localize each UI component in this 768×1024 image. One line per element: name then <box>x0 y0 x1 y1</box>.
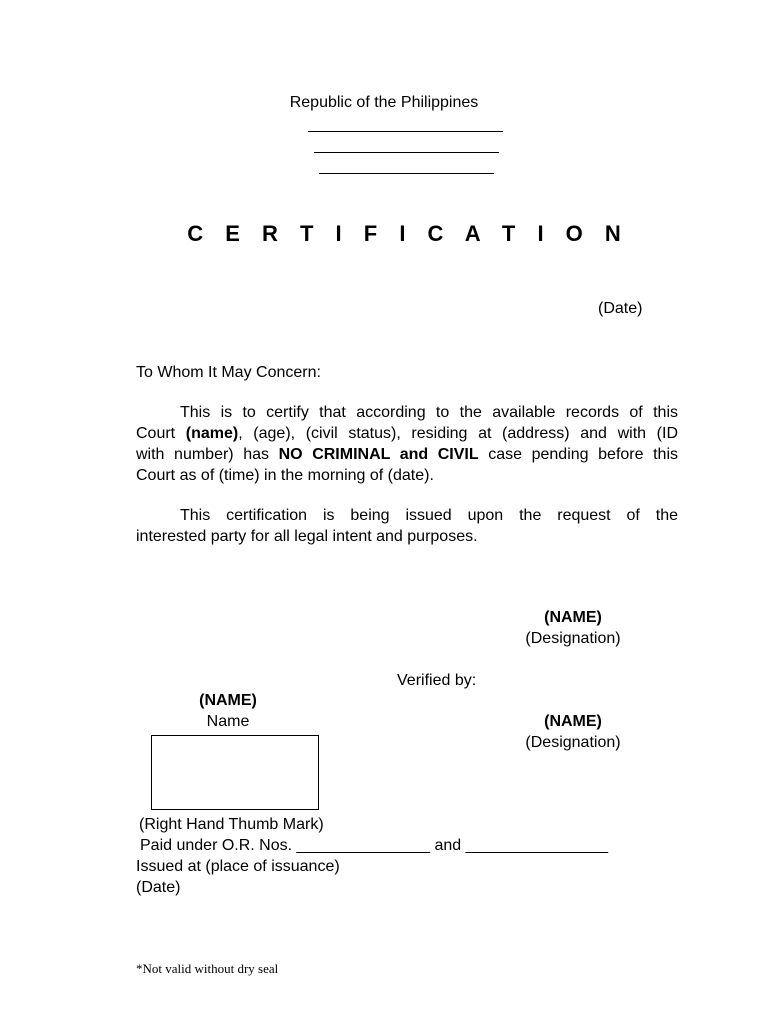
signatory-1 <box>493 607 653 649</box>
header-blank-line-3 <box>319 173 494 174</box>
paragraph-1-line-4: Court as of (time) in the morning of (date). <box>136 467 434 484</box>
applicant-name-label: Name <box>206 713 250 730</box>
case-pending-text: case pending before this <box>478 446 679 463</box>
thumb-mark-box <box>151 735 319 810</box>
paragraph-1-line-1: This is to certify that according to the available records of this <box>180 404 678 421</box>
salutation: To Whom It May Concern: <box>136 364 321 381</box>
header-blank-line-1 <box>308 131 503 132</box>
issued-date: (Date) <box>136 879 181 896</box>
thumb-mark-label: (Right Hand Thumb Mark) <box>139 816 324 833</box>
body-paragraph-2 <box>136 505 678 547</box>
issued-at: Issued at (place of issuance) <box>136 858 340 875</box>
verified-by-label: Verified by: <box>397 672 477 689</box>
signatory-2 <box>493 711 653 753</box>
name-placeholder: (name) <box>185 425 239 442</box>
signatory-2-name: (NAME) <box>544 713 602 730</box>
paragraph-2-line-1: This certification is being issued upon the request of the <box>180 507 678 524</box>
no-criminal-civil-text: NO CRIMINAL and CIVIL <box>278 446 479 463</box>
paid-under-line <box>140 835 608 856</box>
document-title: C E R T I F I C A T I O N <box>187 221 629 246</box>
details-text: , (age), (civil status), residing at (address) and with (ID <box>238 425 678 442</box>
paragraph-1-line-3 <box>136 444 678 465</box>
signatory-1-name: (NAME) <box>544 609 602 626</box>
header-country: Republic of the Philippines <box>289 94 479 111</box>
or-number-blank-2: ________________ <box>465 837 608 854</box>
paragraph-2-line-2: interested party for all legal intent and purposes. <box>136 528 478 545</box>
date-label: (Date) <box>598 300 643 317</box>
footnote-dry-seal: *Not valid without dry seal <box>136 961 279 976</box>
paragraph-1-line-2 <box>136 423 678 444</box>
applicant-name: (NAME) <box>199 692 257 709</box>
signatory-1-designation: (Designation) <box>525 630 621 647</box>
court-text: Court <box>136 425 186 442</box>
with-number-text: with number) has <box>136 446 279 463</box>
body-paragraph-1 <box>136 402 678 486</box>
signatory-2-designation: (Designation) <box>525 734 621 751</box>
and-text: and <box>434 837 462 854</box>
or-number-blank-1: _______________ <box>296 837 431 854</box>
paid-under-label: Paid under O.R. Nos. <box>140 837 293 854</box>
header-blank-line-2 <box>314 152 499 153</box>
applicant <box>148 690 308 732</box>
